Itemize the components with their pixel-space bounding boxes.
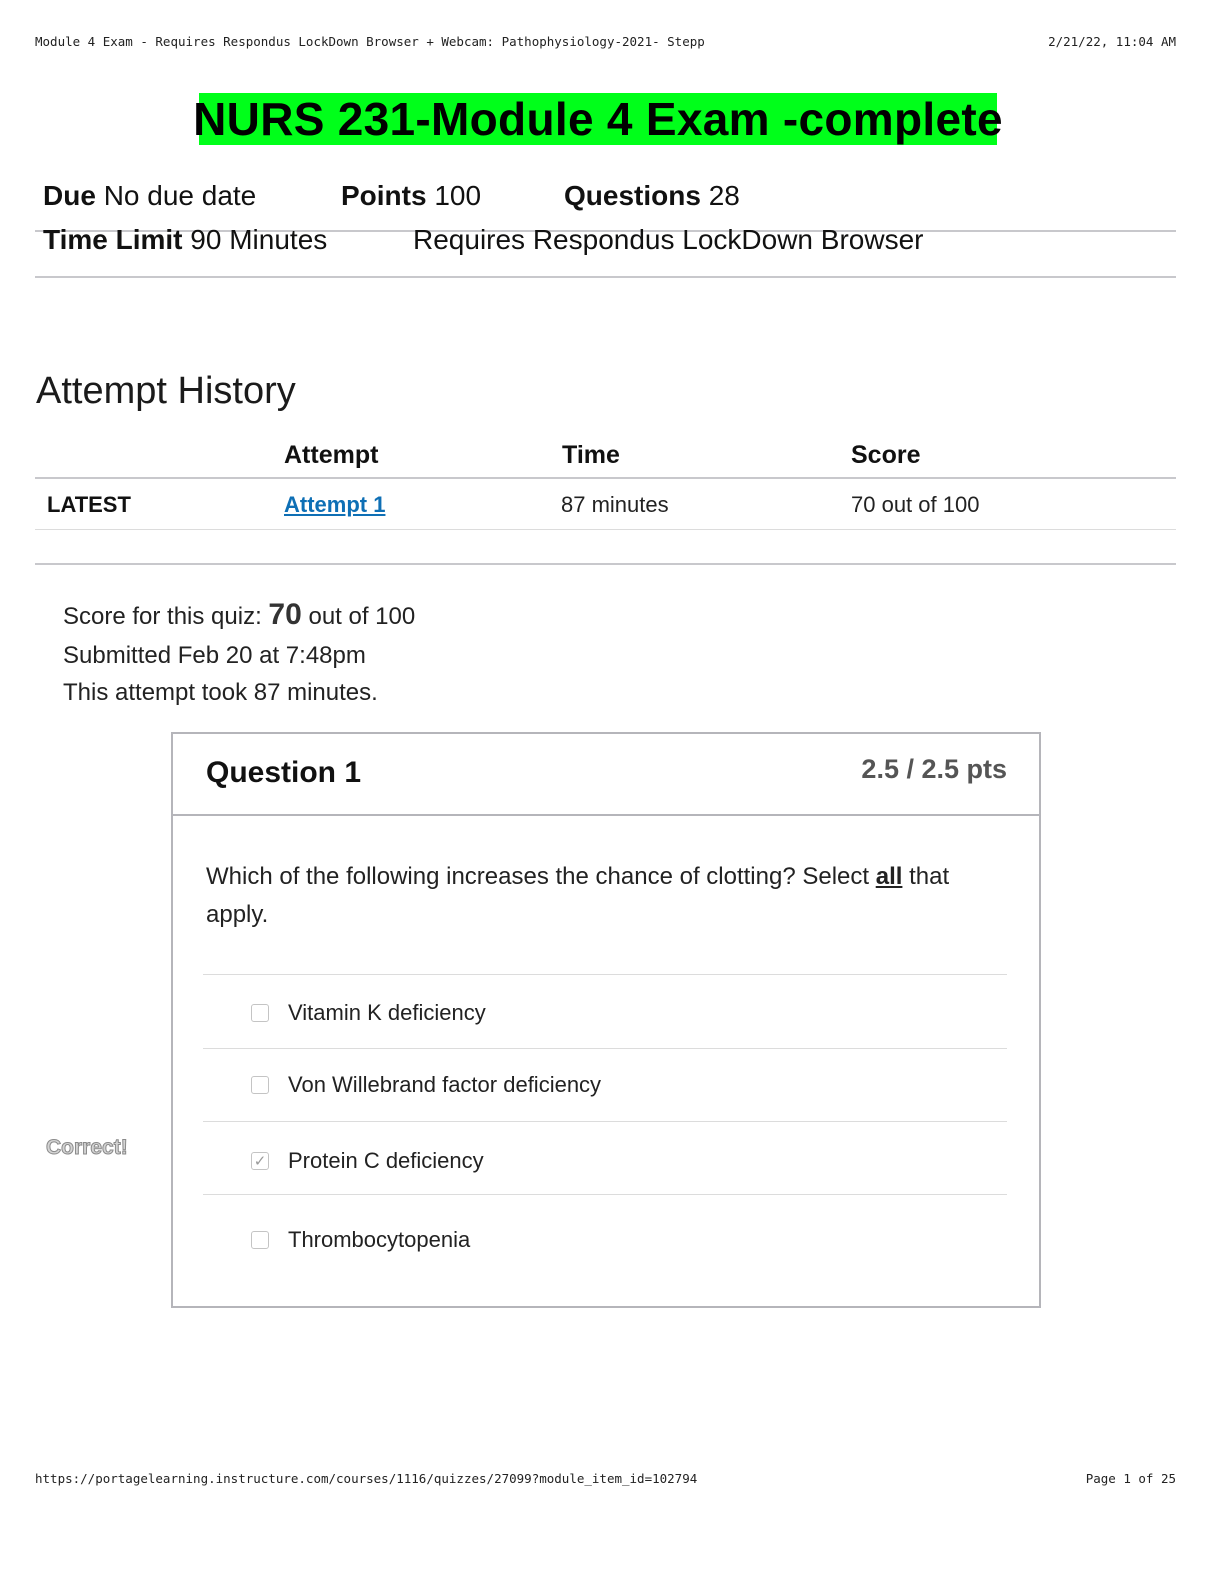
answer-label: Thrombocytopenia: [288, 1227, 471, 1252]
question-text: [206, 858, 1006, 934]
score-prefix: Score for this quiz:: [63, 603, 262, 630]
question-text-after: that apply.: [206, 863, 950, 928]
duration-text: This attempt took 87 minutes.: [63, 679, 378, 706]
column-header-score: Score: [851, 441, 921, 469]
points-label: Points: [341, 180, 427, 211]
print-footer: [35, 1471, 1176, 1486]
answer-option-2[interactable]: [251, 1070, 601, 1100]
section-divider: [35, 563, 1176, 565]
answer-divider: [203, 1121, 1007, 1122]
question-text-before: Which of the following increases the chance of clotting? Select: [206, 863, 870, 890]
answer-option-1[interactable]: [251, 998, 486, 1028]
questions-value: 28: [708, 180, 740, 211]
attempt-history-title: Attempt History: [36, 370, 296, 412]
checkbox-icon[interactable]: [251, 1231, 269, 1249]
question-points: 2.5 / 2.5 pts: [861, 754, 1007, 784]
time-limit-label: Time Limit: [43, 224, 183, 255]
due-item: [43, 180, 256, 212]
score-summary: [63, 598, 415, 632]
answer-divider: [203, 974, 1007, 975]
table-header-rule: [35, 477, 1176, 479]
column-header-time: Time: [562, 441, 620, 469]
time-limit-value: 90 Minutes: [190, 224, 328, 255]
print-header: [35, 34, 1176, 49]
questions-label: Questions: [564, 180, 701, 211]
points-value: 100: [434, 180, 482, 211]
answer-divider: [203, 1194, 1007, 1195]
question-text-emphasis: all: [875, 863, 903, 890]
questions-item: [564, 180, 740, 212]
answer-option-4[interactable]: [251, 1225, 470, 1255]
points-item: [341, 180, 481, 212]
print-header-datetime: 2/21/22, 11:04 AM: [1048, 34, 1176, 49]
lockdown-requirement: Requires Respondus LockDown Browser: [413, 224, 924, 255]
checked-checkbox-icon[interactable]: ✓: [251, 1152, 269, 1170]
attempt-link[interactable]: Attempt 1: [284, 492, 386, 517]
table-row-rule: [35, 529, 1176, 530]
checkbox-icon[interactable]: [251, 1004, 269, 1022]
answer-label: Protein C deficiency: [288, 1148, 484, 1173]
column-header-attempt: Attempt: [284, 441, 379, 469]
score-value: 70: [268, 598, 302, 631]
answer-divider: [203, 1048, 1007, 1049]
answer-option-3[interactable]: [251, 1146, 484, 1176]
answer-label: Von Willebrand factor deficiency: [288, 1072, 602, 1097]
latest-tag: LATEST: [47, 492, 131, 517]
question-header: [173, 734, 1039, 816]
submitted-text: Submitted Feb 20 at 7:48pm: [63, 642, 366, 669]
answer-label: Vitamin K deficiency: [288, 1000, 486, 1025]
attempt-score: 70 out of 100: [851, 492, 980, 517]
meta-divider-bottom: [35, 276, 1176, 278]
correct-feedback: Correct!: [46, 1136, 128, 1159]
time-limit-item: [43, 224, 327, 256]
attempt-time: 87 minutes: [561, 492, 669, 517]
score-suffix: out of 100: [308, 603, 416, 630]
page-url: https://portagelearning.instructure.com/courses/1116/quizzes/27099?module_item_id=102794: [35, 1471, 698, 1486]
due-label: Due: [43, 180, 96, 211]
question-title: Question 1: [206, 756, 362, 789]
question-card: [171, 732, 1041, 1308]
checkbox-icon[interactable]: [251, 1076, 269, 1094]
print-header-title: Module 4 Exam - Requires Respondus LockDown Browser + Webcam: Pathophysiology-2021- Stepp: [35, 34, 705, 49]
exam-title-banner: NURS 231-Module 4 Exam -complete: [193, 93, 1003, 145]
due-value: No due date: [103, 180, 257, 211]
page-number: Page 1 of 25: [1085, 1471, 1176, 1486]
